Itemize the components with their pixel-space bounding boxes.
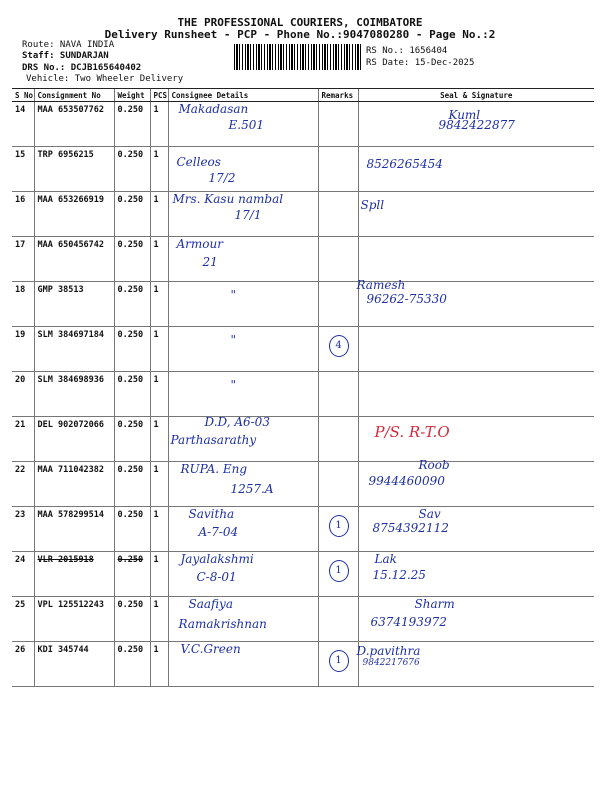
cell-sno (12, 372, 34, 417)
cell-signature (358, 507, 594, 552)
consignee-handwriting: RUPA. Eng (180, 462, 248, 476)
cell-sno-text: 23 (15, 510, 26, 520)
drs-number: DRS No.: DCJB165640402 (22, 63, 142, 73)
cell-remarks (318, 462, 358, 507)
cell-consignment-no-text: GMP 38513 (37, 285, 84, 295)
cell-weight (114, 372, 150, 417)
signature-phone-handwriting: 9842217676 (362, 658, 420, 668)
cell-weight (114, 327, 150, 372)
col-header-consignee: Consignee Details (168, 89, 318, 102)
cell-consignment-no-text: SLM 384697184 (37, 330, 105, 340)
cell-signature (358, 192, 594, 237)
cell-signature (358, 597, 594, 642)
cell-sno-text: 22 (15, 465, 26, 475)
cell-sno (12, 642, 34, 687)
cell-sno-text: 26 (15, 645, 26, 655)
cell-pcs-text: 1 (153, 105, 159, 115)
cell-sno-text: 17 (15, 240, 26, 250)
consignee-handwriting: Savitha (188, 507, 235, 521)
consignee-handwriting: Jayalakshmi (180, 552, 254, 566)
cell-pcs-text: 1 (153, 375, 159, 385)
consignee-handwriting-line2: 17/1 (234, 208, 262, 222)
consignee-handwriting-line2: E.501 (228, 118, 264, 132)
table-row (12, 417, 594, 462)
cell-pcs (150, 372, 168, 417)
consignee-handwriting: Makadasan (178, 102, 249, 116)
cell-remarks (318, 372, 358, 417)
cell-sno (12, 507, 34, 552)
cell-remarks (318, 237, 358, 282)
signature-phone-handwriting: 8754392112 (372, 521, 449, 535)
cell-pcs-text: 1 (153, 420, 159, 430)
col-header-weight: Weight (114, 89, 150, 102)
cell-remarks (318, 192, 358, 237)
cell-weight (114, 597, 150, 642)
cell-pcs (150, 462, 168, 507)
cell-sno (12, 147, 34, 192)
table-row (12, 462, 594, 507)
signature-handwriting: D.pavithra (356, 644, 421, 658)
remark-circle: 4 (329, 335, 349, 357)
cell-consignment-no (34, 642, 114, 687)
table-row (12, 597, 594, 642)
cell-weight-text: 0.250 (117, 195, 144, 205)
cell-weight-text: 0.250 (117, 645, 144, 655)
table-row (12, 372, 594, 417)
consignee-handwriting: " (230, 288, 237, 302)
table-row (12, 147, 594, 192)
cell-remarks (318, 327, 358, 372)
cell-pcs-text: 1 (153, 645, 159, 655)
cell-pcs (150, 282, 168, 327)
table-header-row (12, 89, 594, 102)
cell-consignment-no-text: TRP 6956215 (37, 150, 94, 160)
cell-sno (12, 417, 34, 462)
cell-sno-text: 21 (15, 420, 26, 430)
signature-phone-handwriting: 96262-75330 (366, 292, 447, 306)
staff-label: Staff: SUNDARJAN (22, 51, 109, 61)
cell-sno-text: 24 (15, 555, 26, 565)
cell-sno (12, 327, 34, 372)
cell-sno (12, 282, 34, 327)
cell-weight (114, 237, 150, 282)
cell-consignee (168, 237, 318, 282)
consignee-handwriting: " (230, 378, 237, 392)
cell-weight (114, 462, 150, 507)
table-row (12, 552, 594, 597)
cell-remarks (318, 147, 358, 192)
cell-consignee (168, 282, 318, 327)
company-title: THE PROFESSIONAL COURIERS, COIMBATORE (177, 16, 423, 29)
signature-handwriting: Kuml (448, 108, 481, 122)
col-header-signature: Seal & Signature (358, 89, 594, 102)
cell-sno-text: 16 (15, 195, 26, 205)
signature-handwriting: 8526265454 (366, 157, 443, 171)
cell-pcs-text: 1 (153, 150, 159, 160)
rs-date: RS Date: 15-Dec-2025 (366, 58, 475, 68)
signature-phone-handwriting: 9842422877 (438, 118, 515, 132)
cell-consignee (168, 507, 318, 552)
cell-sno-text: 20 (15, 375, 26, 385)
cell-weight (114, 192, 150, 237)
table-row (12, 102, 594, 147)
cell-weight (114, 417, 150, 462)
cell-sno (12, 192, 34, 237)
consignee-handwriting-line2: 21 (202, 255, 218, 269)
signature-handwriting: Spll (360, 198, 385, 212)
cell-pcs (150, 327, 168, 372)
cell-consignee (168, 147, 318, 192)
cell-weight (114, 102, 150, 147)
cell-signature (358, 372, 594, 417)
cell-signature (358, 458, 594, 507)
cell-sno-text: 18 (15, 285, 26, 295)
cell-consignee (168, 642, 318, 687)
cell-consignee (168, 327, 318, 372)
cell-weight-text: 0.250 (117, 465, 144, 475)
cell-weight-text: 0.250 (117, 555, 144, 565)
consignee-handwriting-line2: A-7-04 (198, 525, 239, 539)
cell-consignment-no (34, 372, 114, 417)
cell-weight (114, 507, 150, 552)
route-label: Route: NAVA INDIA (22, 40, 115, 50)
consignee-handwriting: Celleos (176, 155, 221, 169)
consignee-handwriting-line2: 17/2 (208, 171, 236, 185)
cell-weight-text: 0.250 (117, 240, 144, 250)
cell-pcs-text: 1 (153, 465, 159, 475)
cell-signature (358, 417, 594, 462)
barcode (234, 44, 362, 70)
cell-signature (358, 552, 594, 597)
cell-weight-text: 0.250 (117, 420, 144, 430)
cell-consignment-no-text: KDI 345744 (37, 645, 89, 655)
cell-pcs (150, 552, 168, 597)
table-row (12, 282, 594, 327)
consignee-handwriting: " (230, 333, 237, 347)
cell-pcs-text: 1 (153, 555, 159, 565)
cell-signature (358, 237, 594, 282)
cell-pcs (150, 507, 168, 552)
cell-sno-text: 19 (15, 330, 26, 340)
signature-phone-handwriting: 6374193972 (370, 615, 447, 629)
cell-weight (114, 282, 150, 327)
cell-sno-text: 14 (15, 105, 26, 115)
cell-consignment-no-text: MAA 653266919 (37, 195, 105, 205)
cell-pcs-text: 1 (153, 330, 159, 340)
cell-consignee (168, 102, 318, 147)
remark-circle: 1 (329, 560, 349, 582)
signature-handwriting: P/S. R-T.O (374, 423, 450, 441)
cell-consignment-no-text: MAA 711042382 (37, 465, 105, 475)
col-header-sno: S No (12, 89, 34, 102)
cell-consignment-no (34, 327, 114, 372)
cell-remarks (318, 507, 358, 552)
cell-sno (12, 237, 34, 282)
cell-weight-text: 0.250 (117, 375, 144, 385)
cell-remarks (318, 417, 358, 462)
cell-signature (356, 278, 594, 327)
cell-weight-text: 0.250 (117, 150, 144, 160)
table-row (12, 642, 594, 687)
consignee-handwriting: Armour (176, 237, 223, 251)
cell-remarks (318, 642, 358, 687)
table-row (12, 237, 594, 282)
cell-sno (12, 552, 34, 597)
cell-pcs-text: 1 (153, 600, 159, 610)
cell-consignment-no (34, 192, 114, 237)
cell-weight (114, 147, 150, 192)
cell-consignment-no-text: VLR 2015918 (37, 555, 94, 565)
signature-handwriting: Ramesh (356, 278, 406, 292)
signature-phone-handwriting: 9944460090 (368, 474, 445, 488)
cell-signature (358, 327, 594, 372)
cell-sno-text: 25 (15, 600, 26, 610)
consignee-handwriting: Saafiya (188, 597, 233, 611)
cell-remarks (318, 597, 358, 642)
vehicle-label: Vehicle: Two Wheeler Delivery (26, 74, 184, 84)
runsheet-table (12, 88, 594, 687)
cell-pcs-text: 1 (153, 285, 159, 295)
cell-consignment-no-text: MAA 653507762 (37, 105, 105, 115)
cell-consignment-no (34, 462, 114, 507)
cell-pcs (150, 642, 168, 687)
cell-consignment-no-text: MAA 578299514 (37, 510, 105, 520)
cell-consignment-no (34, 102, 114, 147)
cell-signature (358, 102, 594, 147)
cell-pcs (150, 192, 168, 237)
signature-handwriting: Lak (374, 552, 397, 566)
cell-consignment-no-text: VPL 125512243 (37, 600, 105, 610)
consignee-handwriting: V.C.Green (180, 642, 241, 656)
cell-consignee (168, 552, 318, 597)
cell-consignment-no-text: DEL 902072066 (37, 420, 105, 430)
cell-weight (114, 552, 150, 597)
remark-circle: 1 (329, 650, 349, 672)
cell-weight-text: 0.250 (117, 330, 144, 340)
cell-consignee (168, 417, 318, 462)
cell-signature (358, 147, 594, 192)
cell-consignment-no (34, 147, 114, 192)
signature-handwriting: Sav (418, 507, 441, 521)
table-row (12, 192, 594, 237)
cell-consignee (168, 597, 318, 642)
col-header-remarks: Remarks (318, 89, 358, 102)
cell-sno (12, 462, 34, 507)
cell-weight (114, 642, 150, 687)
cell-sno (12, 597, 34, 642)
col-header-pcs: PCS (150, 89, 168, 102)
rs-number: RS No.: 1656404 (366, 46, 448, 56)
consignee-handwriting: D.D, A6-03 (204, 415, 270, 429)
consignee-handwriting-line2: Parthasarathy (170, 433, 257, 447)
col-header-consignment: Consignment No (34, 89, 114, 102)
cell-remarks (318, 282, 358, 327)
cell-pcs-text: 1 (153, 240, 159, 250)
runsheet-subtitle: Delivery Runsheet - PCP - Phone No.:9047080280 - Page No.:2 (104, 28, 496, 41)
cell-consignee (168, 462, 318, 507)
table-row (12, 507, 594, 552)
cell-pcs (150, 147, 168, 192)
cell-remarks (318, 102, 358, 147)
cell-pcs-text: 1 (153, 195, 159, 205)
cell-pcs-text: 1 (153, 510, 159, 520)
cell-signature (358, 642, 594, 687)
remark-circle: 1 (329, 515, 349, 537)
cell-sno-text: 15 (15, 150, 26, 160)
cell-consignment-no (34, 507, 114, 552)
cell-weight-text: 0.250 (117, 105, 144, 115)
cell-consignment-no (34, 417, 114, 462)
cell-consignment-no-text: SLM 384698936 (37, 375, 105, 385)
cell-consignment-no (34, 597, 114, 642)
cell-consignment-no-text: MAA 650456742 (37, 240, 105, 250)
consignee-handwriting: Mrs. Kasu nambal (172, 192, 284, 206)
cell-weight-text: 0.250 (117, 510, 144, 520)
cell-remarks (318, 552, 358, 597)
signature-handwriting: Sharm (414, 597, 455, 611)
cell-consignment-no (34, 552, 114, 597)
consignee-handwriting-line2: 1257.A (230, 482, 274, 496)
cell-pcs (150, 237, 168, 282)
consignee-handwriting-line2: Ramakrishnan (178, 617, 267, 631)
cell-weight-text: 0.250 (117, 600, 144, 610)
signature-handwriting: Roob (418, 458, 450, 472)
cell-pcs (150, 102, 168, 147)
cell-pcs (150, 417, 168, 462)
table-row (12, 327, 594, 372)
cell-consignment-no (34, 237, 114, 282)
consignee-handwriting-line2: C-8-01 (196, 570, 237, 584)
signature-phone-handwriting: 15.12.25 (372, 568, 426, 582)
cell-weight-text: 0.250 (117, 285, 144, 295)
cell-consignee (168, 192, 318, 237)
cell-sno (12, 102, 34, 147)
cell-consignment-no (34, 282, 114, 327)
cell-consignee (168, 372, 318, 417)
cell-pcs (150, 597, 168, 642)
